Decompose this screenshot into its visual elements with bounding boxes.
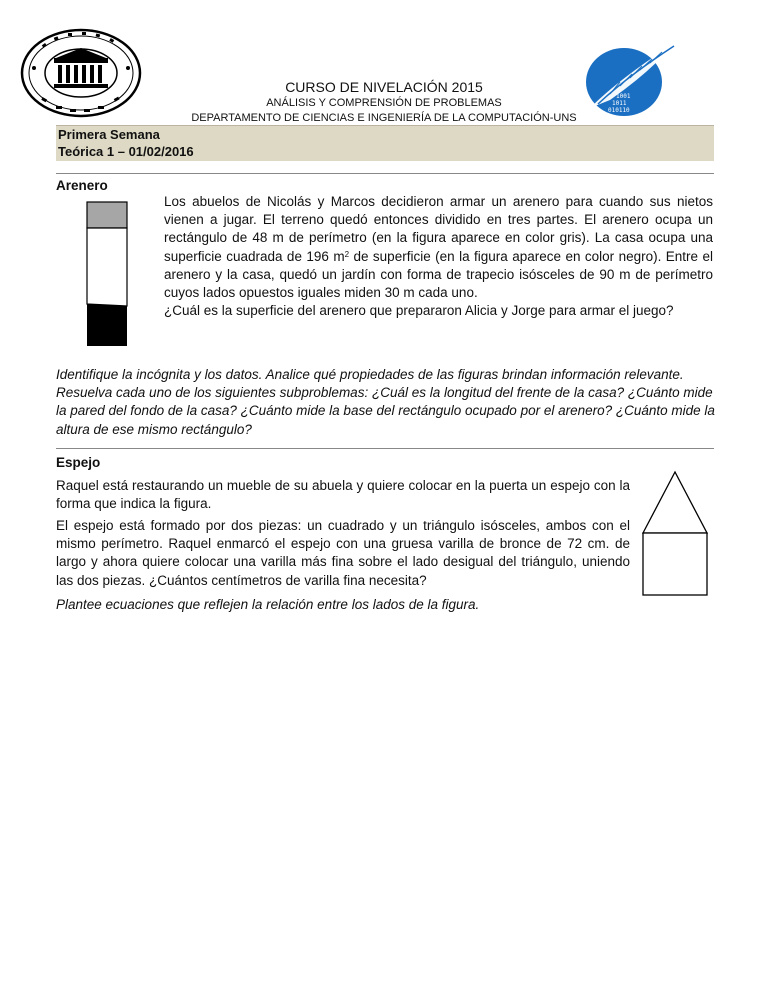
espejo-intro: Raquel está restaurando un mueble de su abuela y quiere colocar en la puerta un espejo con la forma que indica la figura. <box>56 478 630 512</box>
espejo-hint: Plantee ecuaciones que reflejen la relación entre los lados de la figura. <box>56 597 480 612</box>
arenero-body-2: de superficie (en la figura aparece en color negro). Entre el arenero y la casa, quedó un jardín con forma de trapecio isósceles de 90 m de perímetro cuyos lados opuestos iguales miden 30 m cada uno. <box>164 248 713 301</box>
svg-text:010110: 010110 <box>608 107 630 114</box>
espejo-statement: El espejo está formado por dos piezas: un cuadrado y un triángulo isósceles, ambos con el mismo perímetro. Raquel enmarcó el espejo con una gruesa varilla de bronce de 72 cm. de largo y ahora quiere colocar una varilla más fina sobre el lado desigual del triángulo, uniendo las dos piezas. ¿Cuántos centímetros de varilla fina necesita? <box>56 518 630 588</box>
arenero-body-1: Los abuelos de Nicolás y Marcos decidieron armar un arenero para cuando sus nietos vienen a jugar. El terreno quedó entonces dividido en tres partes. El arenero ocupa un rectángulo de 48 m de perímetro (en la figura aparece en color gris). La casa ocupa una superficie cuadrada de 196 m <box>164 194 713 264</box>
arenero-figure <box>86 201 128 347</box>
week-date: Teórica 1 – 01/02/2016 <box>58 144 194 159</box>
arenero-question: ¿Cuál es la superficie del arenero que prepararon Alicia y Jorge para armar el juego? <box>164 303 674 319</box>
svg-text:1011: 1011 <box>612 100 627 107</box>
week-title: Primera Semana <box>58 127 160 142</box>
week-banner <box>56 125 714 161</box>
arenero-title: Arenero <box>56 178 108 193</box>
espejo-title: Espejo <box>56 455 101 470</box>
section-divider <box>56 448 714 449</box>
espejo-figure <box>640 469 710 597</box>
section-divider <box>56 173 714 174</box>
arenero-statement <box>164 193 713 320</box>
squared-superscript: 2 <box>344 249 350 259</box>
svg-text:1001: 1001 <box>616 93 631 100</box>
arenero-hint: Identifique la incógnita y los datos. Analice qué propiedades de las figuras brindan información relevante. Resuelva cada uno de los siguientes subproblemas: ¿Cuál es la longitud del frente de la casa? ¿Cuánto mide la pared del fondo de la casa? ¿Cuánto mide la base del rectángulo ocupado por el arenero? ¿Cuánto mide la altura de ese mismo rectángulo? <box>56 367 715 437</box>
department-name: DEPARTAMENTO DE CIENCIAS E INGENIERÍA DE LA COMPUTACIÓN-UNS <box>191 112 577 124</box>
course-subtitle: ANÁLISIS Y COMPRENSIÓN DE PROBLEMAS <box>266 97 502 109</box>
course-title: CURSO DE NIVELACIÓN 2015 <box>285 79 483 95</box>
